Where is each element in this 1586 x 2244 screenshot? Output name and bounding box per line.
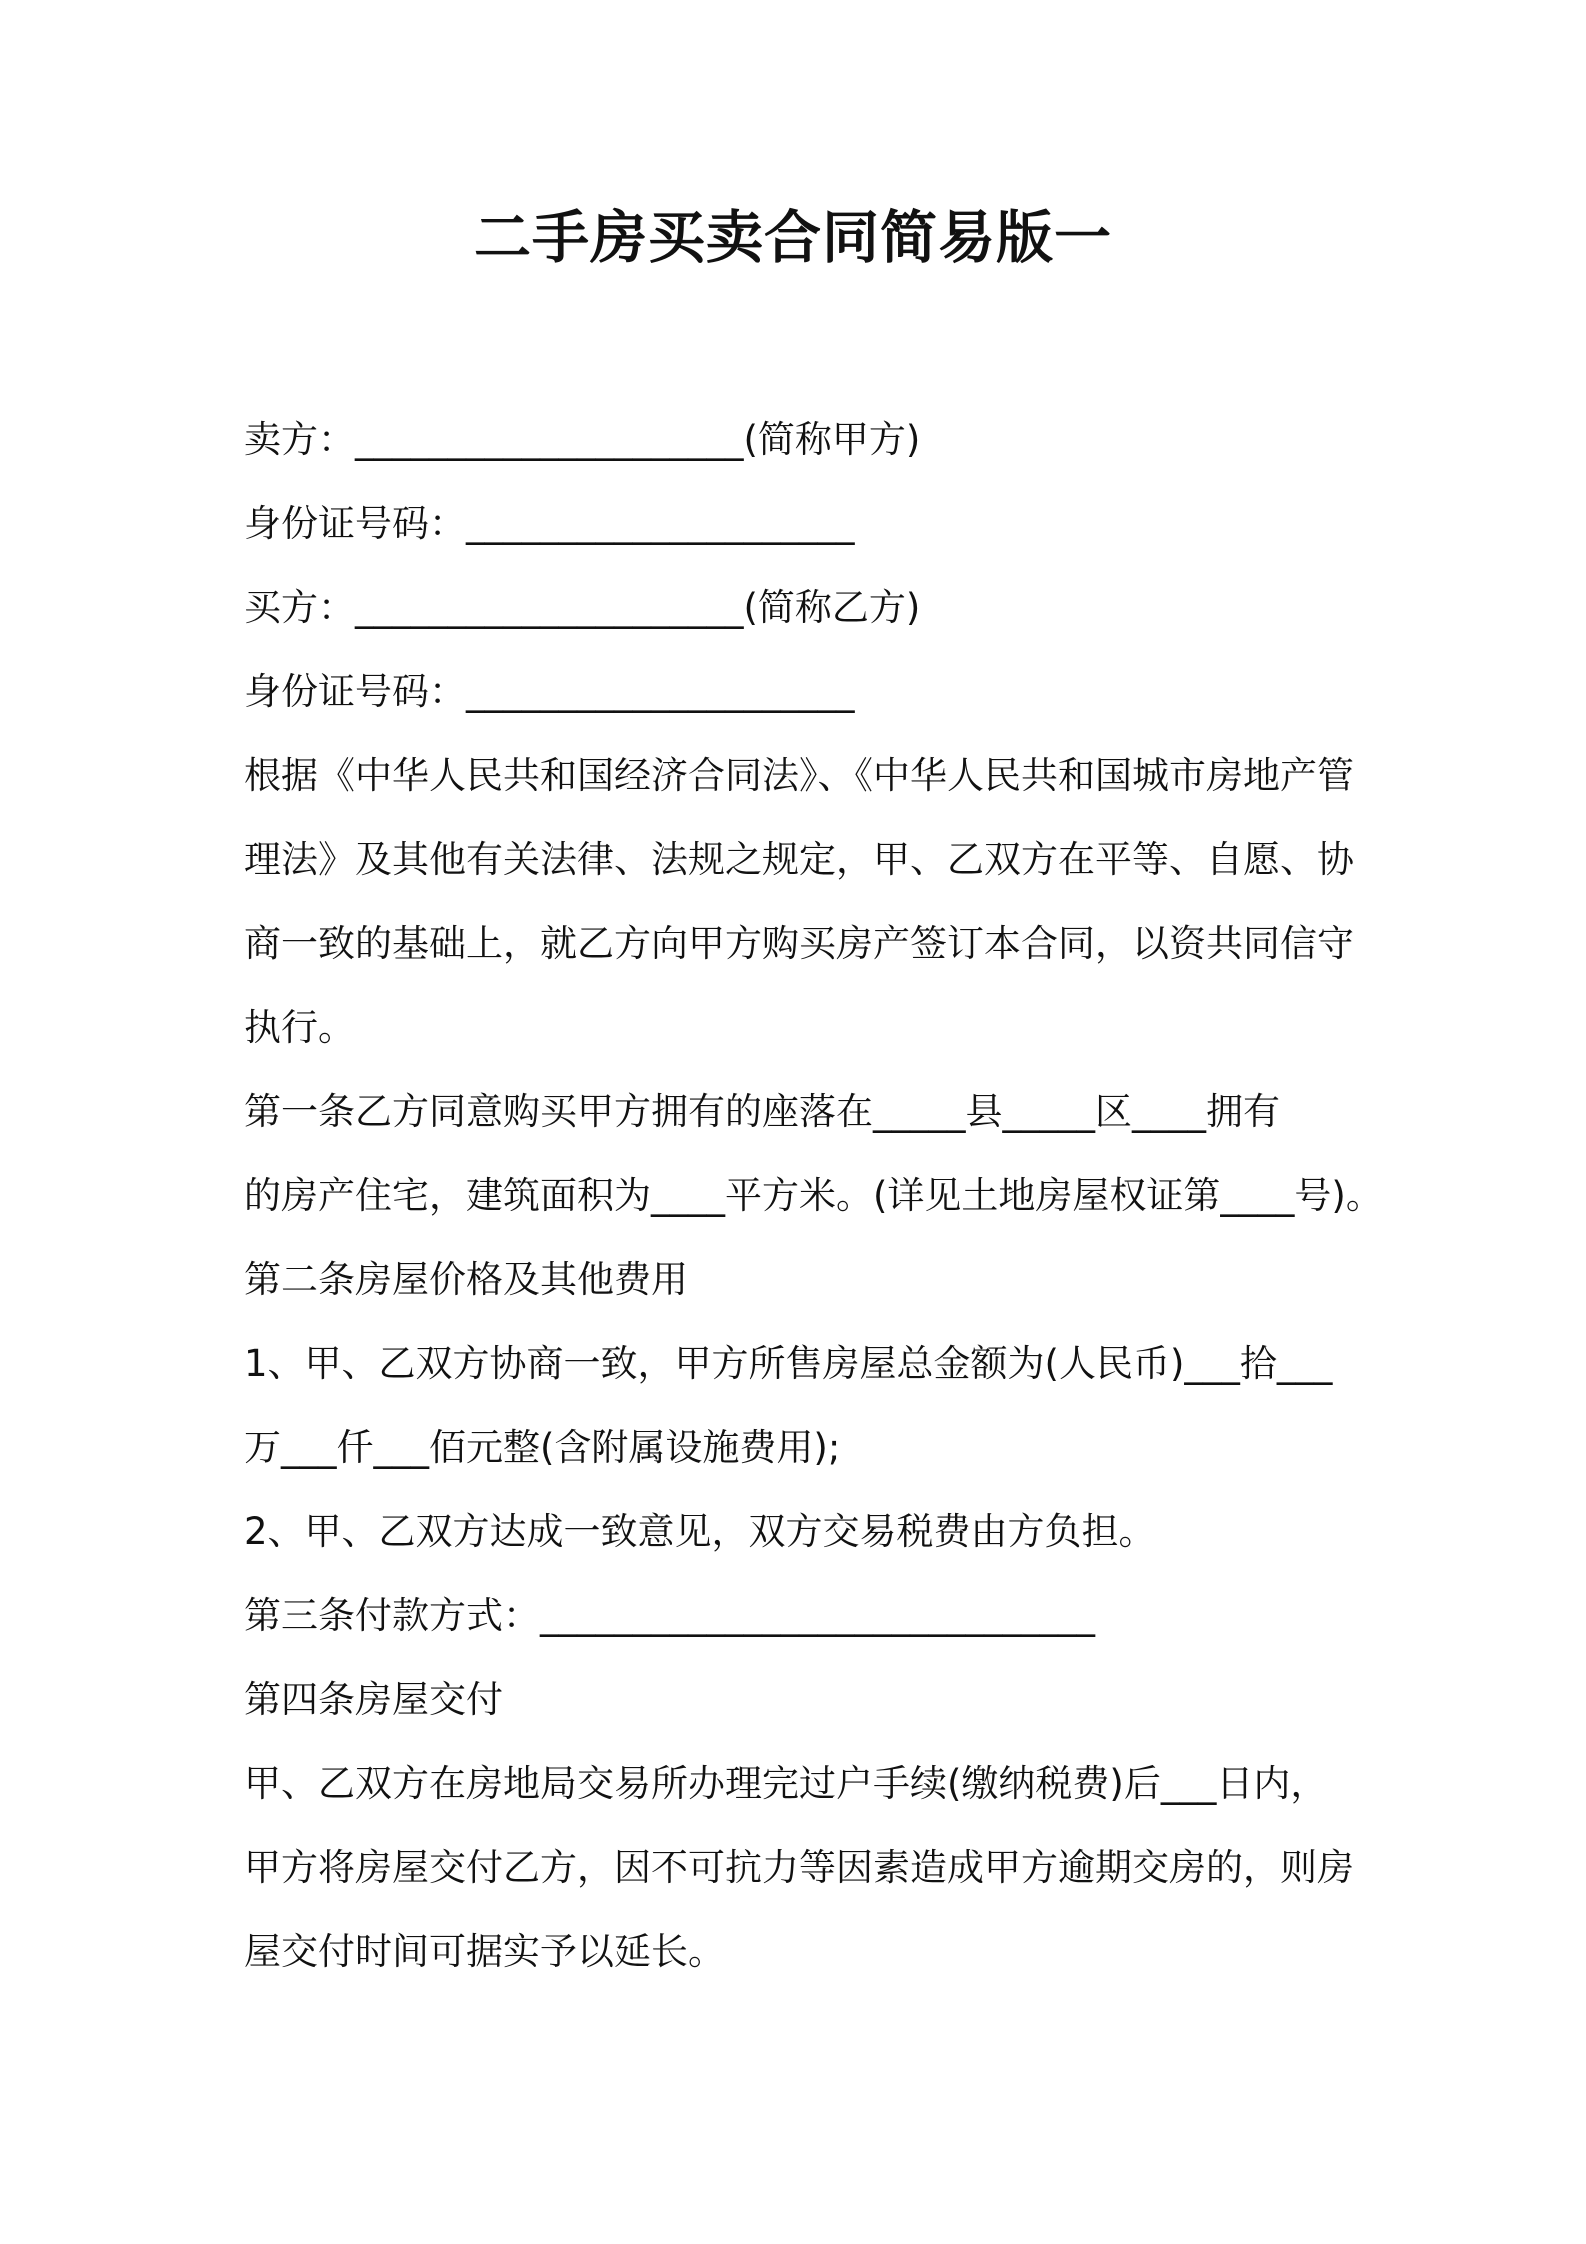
preamble-line-4: 执行。 bbox=[244, 1006, 355, 1049]
article-1-line-1: 第一条乙方同意购买甲方拥有的座落在_____县_____区____拥有 bbox=[244, 1090, 1280, 1133]
preamble-line-2: 理法》及其他有关法律、法规之规定，甲、乙双方在平等、自愿、协 bbox=[244, 838, 1354, 881]
article-2-heading: 第二条房屋价格及其他费用 bbox=[244, 1258, 688, 1301]
buyer-id-line: 身份证号码：_____________________ bbox=[244, 670, 855, 713]
article-4-line-1: 甲、乙双方在房地局交易所办理完过户手续(缴纳税费)后___日内， bbox=[244, 1762, 1328, 1805]
article-4-heading: 第四条房屋交付 bbox=[244, 1678, 503, 1721]
article-3-line: 第三条付款方式：______________________________ bbox=[244, 1594, 1095, 1637]
article-2-clause-1-line-1: 1、甲、乙双方协商一致，甲方所售房屋总金额为(人民币)___拾___ bbox=[244, 1342, 1333, 1385]
article-1-line-2: 的房产住宅，建筑面积为____平方米。(详见土地房屋权证第____号)。 bbox=[244, 1174, 1383, 1217]
seller-line: 卖方：_____________________(简称甲方) bbox=[244, 418, 921, 461]
document-title: 二手房买卖合同简易版一 bbox=[474, 205, 1112, 271]
article-4-line-2: 甲方将房屋交付乙方，因不可抗力等因素造成甲方逾期交房的，则房 bbox=[244, 1846, 1354, 1889]
article-4-line-3: 屋交付时间可据实予以延长。 bbox=[244, 1930, 725, 1973]
article-2-clause-1-line-2: 万___仟___佰元整(含附属设施费用); bbox=[244, 1426, 841, 1469]
document-body bbox=[244, 398, 1383, 1994]
article-2-clause-2: 2、甲、乙双方达成一致意见，双方交易税费由方负担。 bbox=[244, 1510, 1156, 1553]
preamble-line-3: 商一致的基础上，就乙方向甲方购买房产签订本合同，以资共同信守 bbox=[244, 922, 1354, 965]
buyer-line: 买方：_____________________(简称乙方) bbox=[244, 586, 921, 629]
preamble-line-1: 根据《中华人民共和国经济合同法》、《中华人民共和国城市房地产管 bbox=[244, 754, 1354, 797]
seller-id-line: 身份证号码：_____________________ bbox=[244, 502, 855, 545]
